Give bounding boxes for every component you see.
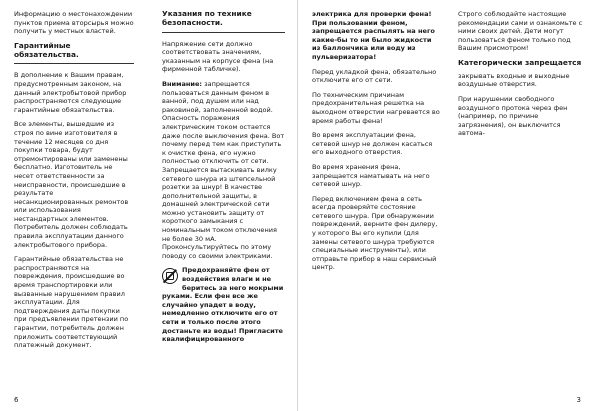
left-column-1 (14, 10, 134, 356)
moisture-warning (162, 266, 285, 343)
cord-storage-paragraph: Во время хранения фена, запрещается наматывать на него сетевой шнур. (312, 162, 430, 189)
continued-warning-text: электрика для проверки фена! При пользовании феном, запрещается распылять на него какие-бы то ни было жидкости из баллончика или воду из пульверизатора! (312, 10, 435, 61)
attention-text: запрещается пользоваться данным феном в ванной, под душем или над раковиной, заполненной водой. Опасность поражения электрическим током остается даже после выключения фена. Вот почему перед тем как приступить к очистке фена, его нужно полностью отключить от сети. Запрещается вытаскивать вилку сетевого шнура из штепсельной розетки за шнур! В качестве дополнительной защиты, в домашней электрической сети можно установить защиту от короткого замыкания с номинальным током отключения не более 30 мА. Проконсультируйтесь по этому поводу со своими электриками. (162, 79, 285, 260)
right-column-1 (312, 10, 440, 278)
attention-paragraph (162, 80, 285, 260)
heading-rule (162, 32, 285, 33)
cord-check-paragraph: Перед включением фена в сеть всегда проверяйте состояние сетевого шнура. При обнаружении повреждений, верните фен дилеру, у которого Вы его купили (для замены сетевого шнура требуются специальные инструменты), или отправьте прибор в наш сервисный центр. (312, 194, 438, 272)
grille-heat-paragraph: По техническим причинам предохранительная решетка на выходном отверстии нагревается во время работы фена! (312, 90, 440, 125)
no-water-icon (162, 268, 178, 284)
airflow-paragraph: При нарушении свободного воздушного протока через фен (например, по причине загрязнения), он выключится автома- (458, 94, 568, 138)
prohibited-heading: Категорически запрещается (458, 57, 582, 67)
left-page (0, 0, 297, 411)
heading-rule (14, 63, 134, 64)
warranty-paragraph-3: Гарантийные обязательства не распространяются на повреждения, происшедшие во время транспортировки или вызванные нарушением правил эксплуатации. Для подтверждения даты покупки при предъявлении претензии по гарантии, потребитель должен приложить соответствующий платежный документ. (14, 255, 129, 350)
recycling-info-text: Информацию о местонахождении пунктов приема вторсырья можно получить у местных властей. (14, 10, 134, 36)
warranty-paragraph-2: Все элементы, вышедшие из строя по вине изготовителя в течение 12 месяцев со дня покупки товара, будут отремонтированы или заменены бесплатно. Изготовитель не несет ответственности за неисправности, происшедшие в результате несанкционированных ремонтов или использования нестандартных элементов. Потребитель должен соблюдать правила эксплуатации данного электробытового прибора. (14, 120, 129, 249)
attention-label: Внимание: (162, 79, 203, 88)
warranty-paragraph-1: В дополнение к Вашим правам, предусмотренным законом, на данный электробытовой прибор распространяются следующие гарантийные обязательства. (14, 71, 127, 114)
warranty-heading: Гарантийные обязательства. (14, 40, 79, 59)
safety-heading: Указания по технике безопасности. (162, 10, 252, 27)
children-paragraph: Строго соблюдайте настоящие рекомендации сами и ознакомьте с ними своих детей. Дети могут пользоваться феном только под Вашим присмотром! (458, 10, 583, 53)
moisture-warning-body: Предохраняйте фен от воздействия влаги и не беритесь за него мокрыми руками. Если фен все же случайно упадет в воду, немедленно отключите его от сети и только после этого достаньте из воды! Пригласите квалифицированного (162, 266, 284, 344)
cord-contact-paragraph: Во время эксплуатации фена, сетевой шнур не должен касаться его выходного отверстия. (312, 131, 433, 157)
left-column-2 (162, 10, 285, 350)
page-number-right: 3 (576, 396, 581, 404)
moisture-warning-text (162, 266, 285, 343)
air-openings-paragraph: закрывать входные и выходные воздушные отверстия. (458, 71, 570, 89)
unplug-paragraph: Перед укладкой фена, обязательно отключите его от сети. (312, 67, 437, 85)
right-column-2 (458, 10, 586, 144)
right-page (298, 0, 595, 411)
voltage-paragraph: Напряжение сети должно соответствовать значениям, указанным на корпусе фена (на фирменной табличке). (162, 39, 274, 74)
page-number-left: 6 (14, 396, 19, 404)
